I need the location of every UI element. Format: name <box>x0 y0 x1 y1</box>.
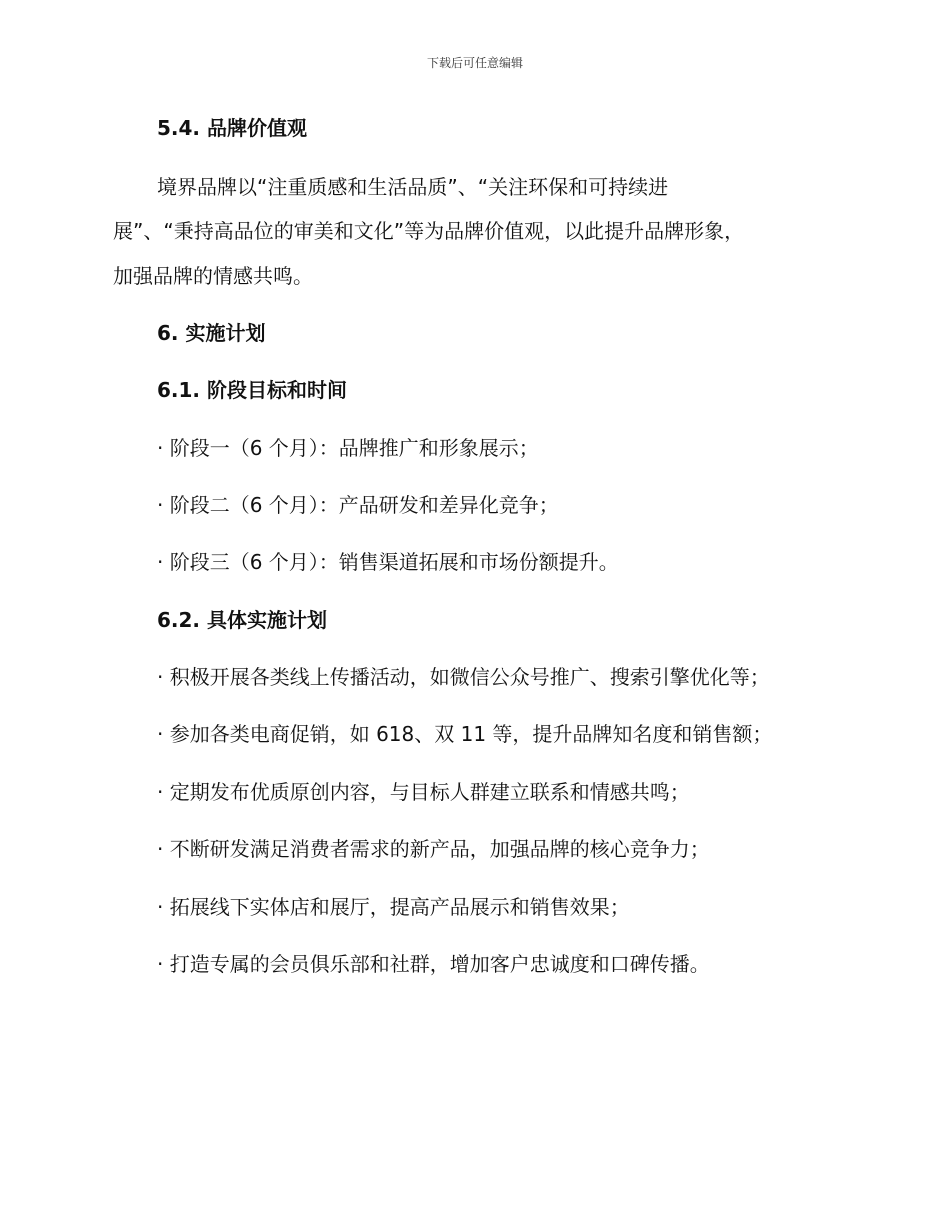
list-item-plan-5: · 拓展线下实体店和展厅，提高产品展示和销售效果； <box>157 895 630 919</box>
list-item-plan-6: · 打造专属的会员俱乐部和社群，增加客户忠诚度和口碑传播。 <box>157 952 710 976</box>
list-item-stage-1: · 阶段一（6 个月）：品牌推广和形象展示； <box>157 436 539 460</box>
paragraph-line-2: 展”、“秉持高品位的审美和文化”等为品牌价值观，以此提升品牌形象， <box>113 219 745 243</box>
list-item-stage-3: · 阶段三（6 个月）：销售渠道拓展和市场份额提升。 <box>157 550 619 574</box>
list-item-stage-2: · 阶段二（6 个月）：产品研发和差异化竞争； <box>157 493 559 517</box>
heading-6: 6. 实施计划 <box>157 321 266 345</box>
paragraph-line-3: 加强品牌的情感共鸣。 <box>113 264 313 288</box>
list-item-plan-2: · 参加各类电商促销，如 618、双 11 等，提升品牌知名度和销售额； <box>157 722 773 746</box>
heading-5-4: 5.4. 品牌价值观 <box>157 116 307 140</box>
page-header-note: 下载后可任意编辑 <box>426 56 523 70</box>
list-item-plan-4: · 不断研发满足消费者需求的新产品，加强品牌的核心竞争力； <box>157 837 710 861</box>
list-item-plan-3: · 定期发布优质原创内容，与目标人群建立联系和情感共鸣； <box>157 780 690 804</box>
paragraph-line-1: 境界品牌以“注重质感和生活品质”、“关注环保和可持续进 <box>157 175 669 199</box>
list-item-plan-1: · 积极开展各类线上传播活动，如微信公众号推广、搜索引擎优化等； <box>157 665 770 689</box>
heading-6-2: 6.2. 具体实施计划 <box>157 608 327 632</box>
heading-6-1: 6.1. 阶段目标和时间 <box>157 378 347 402</box>
